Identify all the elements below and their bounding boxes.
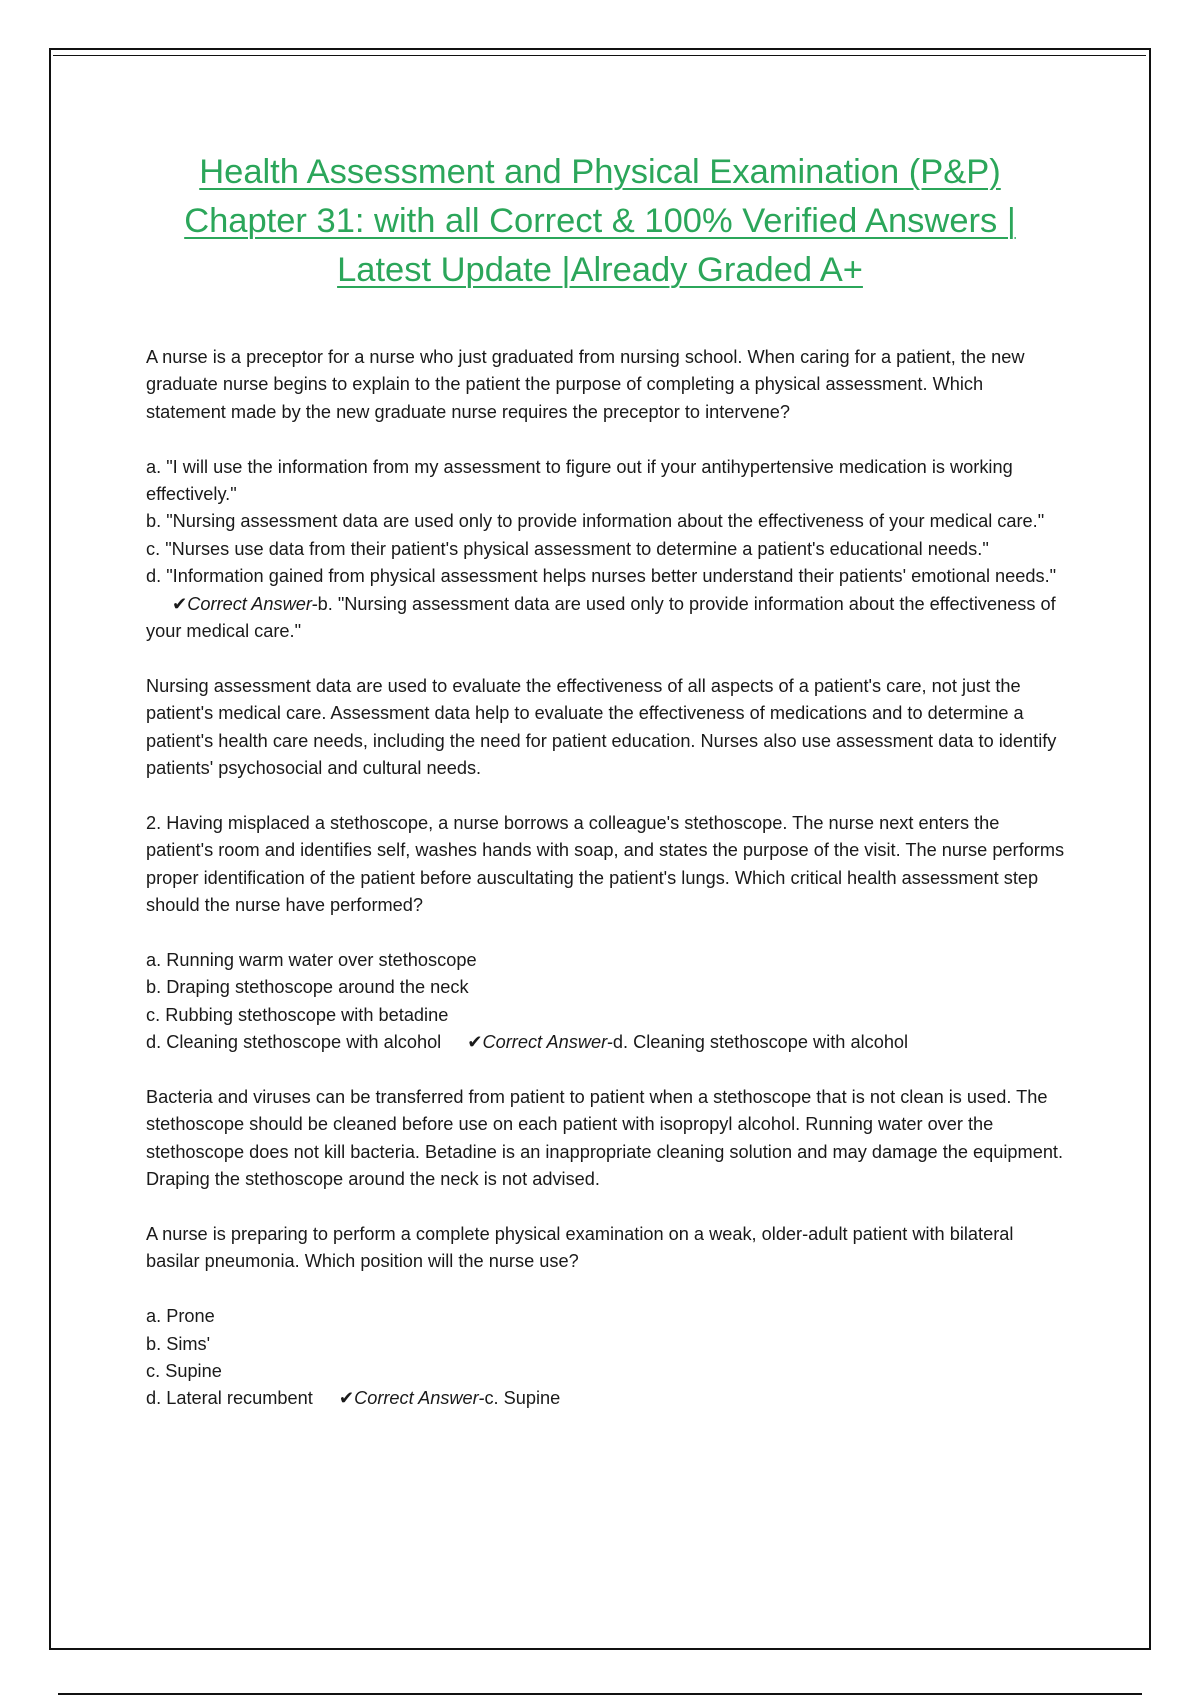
question-3-option-c: c. Supine bbox=[146, 1360, 222, 1381]
question-2-options bbox=[146, 947, 1066, 1057]
document-title bbox=[130, 148, 1070, 295]
question-1-option-b: b. "Nursing assessment data are used only to provide information about the effectiveness of your medical care." bbox=[146, 511, 1045, 532]
page-border-top-rule bbox=[53, 55, 1146, 56]
footer-rule bbox=[58, 1693, 1142, 1695]
question-2-answer: d. Cleaning stethoscope with alcohol bbox=[612, 1032, 909, 1053]
question-3-correct-label: ✔Correct Answer- bbox=[338, 1388, 485, 1409]
question-2-rationale: Bacteria and viruses can be transferred from patient to patient when a stethoscope that is not clean is used. The stethoscope should be cleaned before use on each patient with isopropyl alcohol. Running water over the stethoscope does not kill bacteria. Betadine is an inappropriate cleaning solution and may damage the equipment. Draping the stethoscope around the neck is not advised. bbox=[146, 1086, 1064, 1190]
question-1-option-d bbox=[146, 563, 1066, 645]
question-2-option-b: b. Draping stethoscope around the neck bbox=[146, 977, 469, 998]
question-2-stem: 2. Having misplaced a stethoscope, a nurse borrows a colleague's stethoscope. The nurse next enters the patient's room and identifies self, washes hands with soap, and states the purpose of the visit. The nurse performs proper identification of the patient before auscultating the patient's lungs. Which critical health assessment step should the nurse have performed? bbox=[146, 812, 1065, 916]
question-1-stem: A nurse is a preceptor for a nurse who just graduated from nursing school. When caring for a patient, the new graduate nurse begins to explain to the patient the purpose of completing a physical assessment. Which statement made by the new graduate nurse requires the preceptor to intervene? bbox=[146, 347, 1025, 422]
question-1-rationale: Nursing assessment data are used to evaluate the effectiveness of all aspects of a patient's care, not just the patient's medical care. Assessment data help to evaluate the effectiveness of medications and to determine a patient's health care needs, including the need for patient education. Nurses also use assessment data to identify patients' psychosocial and cultural needs. bbox=[146, 675, 1057, 779]
question-2-option-d-text: d. Cleaning stethoscope with alcohol bbox=[146, 1032, 442, 1053]
title-line-1: Health Assessment and Physical Examination (P&P) bbox=[199, 153, 1001, 191]
question-1-option-c: c. "Nurses use data from their patient's physical assessment to determine a patient's educational needs." bbox=[146, 538, 989, 559]
question-1-correct-label: ✔Correct Answer- bbox=[172, 593, 318, 614]
question-3-options bbox=[146, 1303, 1066, 1413]
title-line-3: Latest Update |Already Graded A+ bbox=[337, 251, 863, 289]
question-2-correct-label: ✔Correct Answer- bbox=[467, 1032, 613, 1053]
question-3-answer: c. Supine bbox=[484, 1388, 561, 1409]
question-2-option-c: c. Rubbing stethoscope with betadine bbox=[146, 1004, 449, 1025]
question-3-stem: A nurse is preparing to perform a complete physical examination on a weak, older-adult patient with bilateral basilar pneumonia. Which position will the nurse use? bbox=[146, 1223, 1014, 1272]
question-1-option-a: a. "I will use the information from my assessment to figure out if your antihypertensive medication is working effectively." bbox=[146, 456, 1013, 505]
title-line-2: Chapter 31: with all Correct & 100% Verified Answers | bbox=[184, 202, 1016, 240]
question-1-options bbox=[146, 454, 1066, 646]
question-1-option-d-text: d. "Information gained from physical assessment helps nurses better understand their patients' emotional needs." bbox=[146, 566, 1057, 587]
document-body bbox=[146, 344, 1066, 1440]
question-3-option-d bbox=[146, 1385, 1066, 1412]
question-2-option-d bbox=[146, 1029, 1066, 1056]
question-3-option-a: a. Prone bbox=[146, 1306, 215, 1327]
question-1-answer: b. "Nursing assessment data are used only to provide information about the effectiveness of your medical care." bbox=[146, 593, 1056, 642]
question-2-option-a: a. Running warm water over stethoscope bbox=[146, 949, 477, 970]
question-3-option-d-text: d. Lateral recumbent bbox=[146, 1388, 313, 1409]
question-3-option-b: b. Sims' bbox=[146, 1333, 211, 1354]
